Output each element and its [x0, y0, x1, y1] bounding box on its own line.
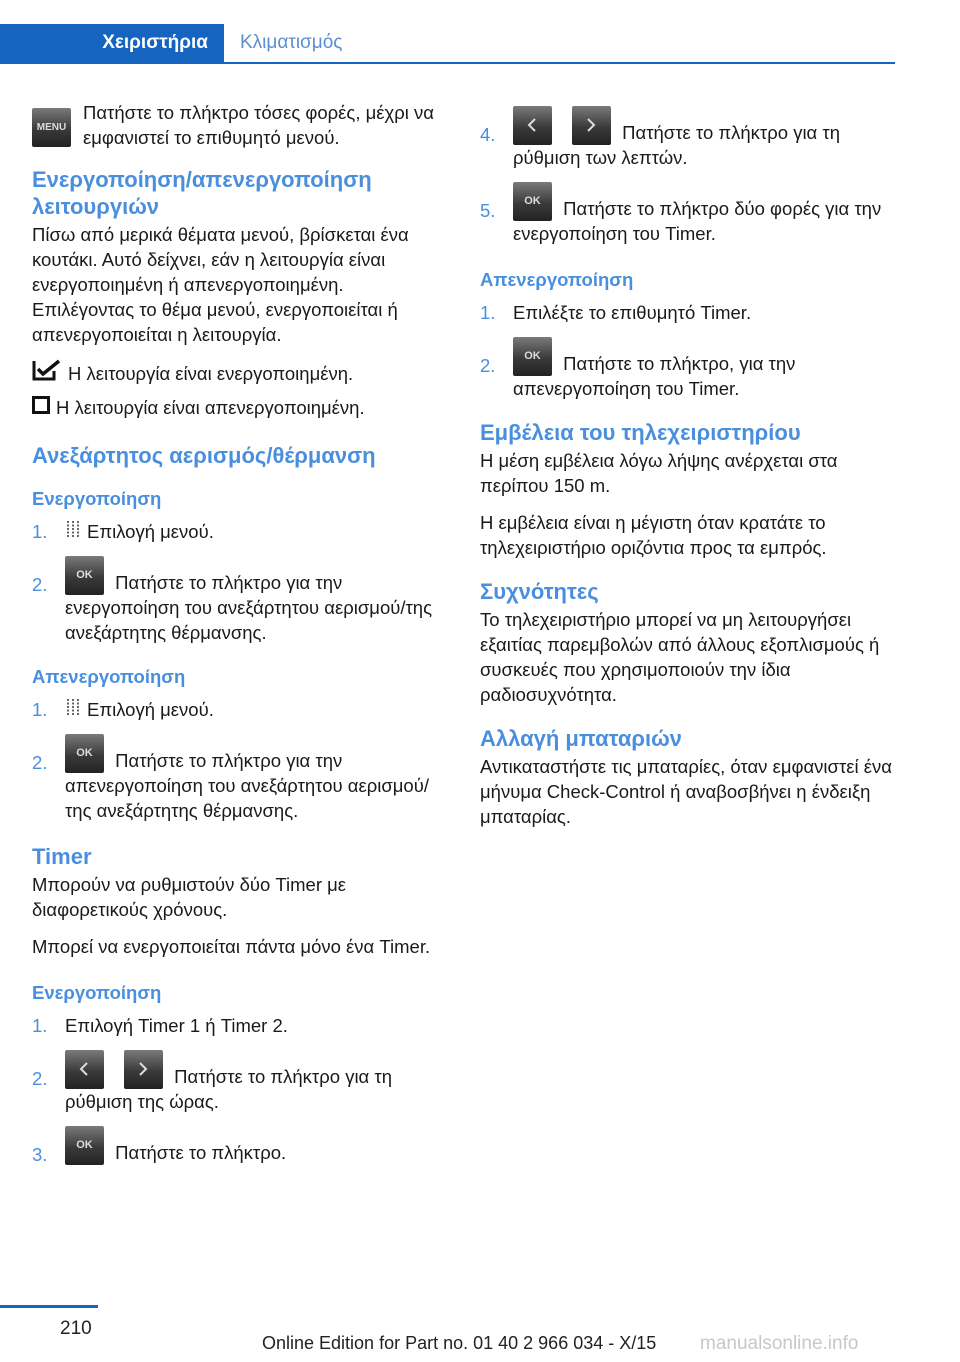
checkbox-checked-icon — [32, 359, 68, 387]
step-number: 1. — [32, 1015, 48, 1036]
timer-para-1: Μπορούν να ρυθμιστούν δύο Timer με διαφορετικούς χρόνους. — [32, 874, 347, 920]
timer-para-2: Μπορεί να ενεργοποιείται πάντα μόνο ένα Timer. — [32, 936, 431, 957]
step-text: Πατήστε το πλήκτρο. — [115, 1142, 287, 1163]
ok-button-icon: OK — [513, 337, 552, 376]
batteries-para: Αντικαταστήστε τις μπαταρίες, όταν εμφανιστεί ένα μήνυμα Check-Control ή αναβοσβήνει η ένδειξη μπαταρίας. — [480, 756, 892, 827]
section-title-frequencies: Συχνότητες — [480, 579, 599, 604]
list-item — [32, 734, 450, 823]
subtitle-activation: Ενεργοποίηση — [32, 488, 162, 509]
list-item — [480, 182, 898, 246]
frequencies-para: Το τηλεχειριστήριο μπορεί να μη λειτουργήσει εξαιτίας παρεμβολών από άλλους εξοπλισμούς ή συσκευές που χρησιμοποιούν την ίδια ραδιοσυχνότητα. — [480, 609, 880, 705]
step-number: 1. — [32, 521, 48, 542]
range-para-1: Η μέση εμβέλεια λόγω λήψης ανέρχεται στα περίπου 150 m. — [480, 450, 838, 496]
step-text: Πατήστε το πλήκτρο για την ενεργοποίηση του ανεξάρτητου αερισμού/της ανεξάρτητης θέρμανσης. — [65, 572, 433, 643]
list-item — [480, 300, 898, 325]
menu-intro — [32, 100, 450, 150]
section-title-heating: Ανεξάρτητος αερισμός/θέρμανση — [32, 443, 376, 468]
checked-text: Η λειτουργία είναι ενεργοποιημένη. — [68, 362, 354, 384]
tab-climate[interactable]: Κλιματισμός — [240, 32, 343, 53]
step-number: 4. — [480, 124, 496, 145]
step-number: 2. — [480, 355, 496, 376]
step-text: Πατήστε το πλήκτρο, για την απενεργοποίηση του Timer. — [513, 353, 796, 399]
step-number: 2. — [32, 1068, 48, 1089]
section-body-toggle: Πίσω από μερικά θέματα μενού, βρίσκεται ένα κουτάκι. Αυτό δείχνει, εάν η λειτουργία είναι ενεργοποιημένη ή απενεργοποιημένη. Επιλέγοντας το θέμα μενού, ενεργοποιείται ή απενεργοποιείται η λειτουργία. — [32, 224, 409, 345]
step-number: 5. — [480, 200, 496, 221]
list-item — [32, 519, 450, 544]
list-item — [32, 1013, 450, 1038]
menu-intro-text: Πατήστε το πλήκτρο τόσες φορές, μέχρι να εμφανιστεί το επιθυμητό μενού. — [83, 102, 434, 148]
left-column — [32, 100, 450, 1179]
step-text: Πατήστε το πλήκτρο για την απενεργοποίηση του ανεξάρτητου αερισμού/της ανεξάρτητης θέρμανσης. — [65, 750, 429, 821]
step-text: Πατήστε το πλήκτρο για τη ρύθμιση των λεπτών. — [513, 122, 840, 168]
heating-icon — [65, 519, 87, 544]
arrow-left-button-icon — [513, 106, 552, 145]
step-text: Επιλογή μενού. — [87, 699, 214, 720]
list-item — [480, 337, 898, 401]
step-text: Επιλέξτε το επιθυμητό Timer. — [513, 302, 752, 323]
list-item — [32, 1050, 450, 1114]
footer-divider — [0, 1305, 98, 1308]
checked-row — [32, 359, 450, 387]
list-item — [32, 1126, 450, 1167]
step-number: 3. — [32, 1144, 48, 1165]
arrow-left-button-icon — [65, 1050, 104, 1089]
section-title-toggle: Ενεργοποίηση/απενεργοποίηση λειτουργιών — [32, 167, 372, 219]
right-column — [480, 106, 898, 841]
tab-controls[interactable]: Χειριστήρια — [0, 24, 224, 62]
list-item — [480, 106, 898, 170]
section-title-range: Εμβέλεια του τηλεχειριστηρίου — [480, 420, 801, 445]
unchecked-row — [32, 395, 450, 420]
step-text: Επιλογή μενού. — [87, 521, 214, 542]
section-title-timer: Timer — [32, 844, 92, 869]
arrow-right-button-icon — [124, 1050, 163, 1089]
range-para-2: Η εμβέλεια είναι η μέγιστη όταν κρατάτε το τηλεχειριστήριο οριζόντια προς τα εμπρός. — [480, 512, 827, 558]
watermark: manualsonline.info — [700, 1333, 859, 1354]
list-item — [32, 556, 450, 645]
step-number: 2. — [32, 574, 48, 595]
step-number: 1. — [480, 302, 496, 323]
step-text: Πατήστε το πλήκτρο για τη ρύθμιση της ώρας. — [65, 1066, 392, 1112]
unchecked-text: Η λειτουργία είναι απενεργοποιημένη. — [56, 397, 365, 418]
subtitle-deactivation: Απενεργοποίηση — [32, 666, 186, 687]
page-number: 210 — [60, 1318, 92, 1339]
ok-button-icon: OK — [513, 182, 552, 221]
step-number: 1. — [32, 699, 48, 720]
menu-button-icon: MENU — [32, 108, 71, 147]
ok-button-icon: OK — [65, 734, 104, 773]
step-text: Πατήστε το πλήκτρο δύο φορές για την ενεργοποίηση του Timer. — [513, 198, 882, 244]
section-title-batteries: Αλλαγή μπαταριών — [480, 726, 682, 751]
subtitle-timer-activation: Ενεργοποίηση — [32, 982, 162, 1003]
step-text: Επιλογή Timer 1 ή Timer 2. — [65, 1015, 288, 1036]
heating-icon — [65, 697, 87, 722]
ok-button-icon: OK — [65, 556, 104, 595]
edition-text: Online Edition for Part no. 01 40 2 966 034 - X/15 — [262, 1333, 657, 1353]
step-number: 2. — [32, 752, 48, 773]
arrow-right-button-icon — [572, 106, 611, 145]
ok-button-icon: OK — [65, 1126, 104, 1165]
list-item — [32, 697, 450, 722]
checkbox-unchecked-icon — [32, 395, 56, 420]
header-tabbar — [0, 24, 895, 64]
subtitle-timer-deactivation: Απενεργοποίηση — [480, 269, 634, 290]
